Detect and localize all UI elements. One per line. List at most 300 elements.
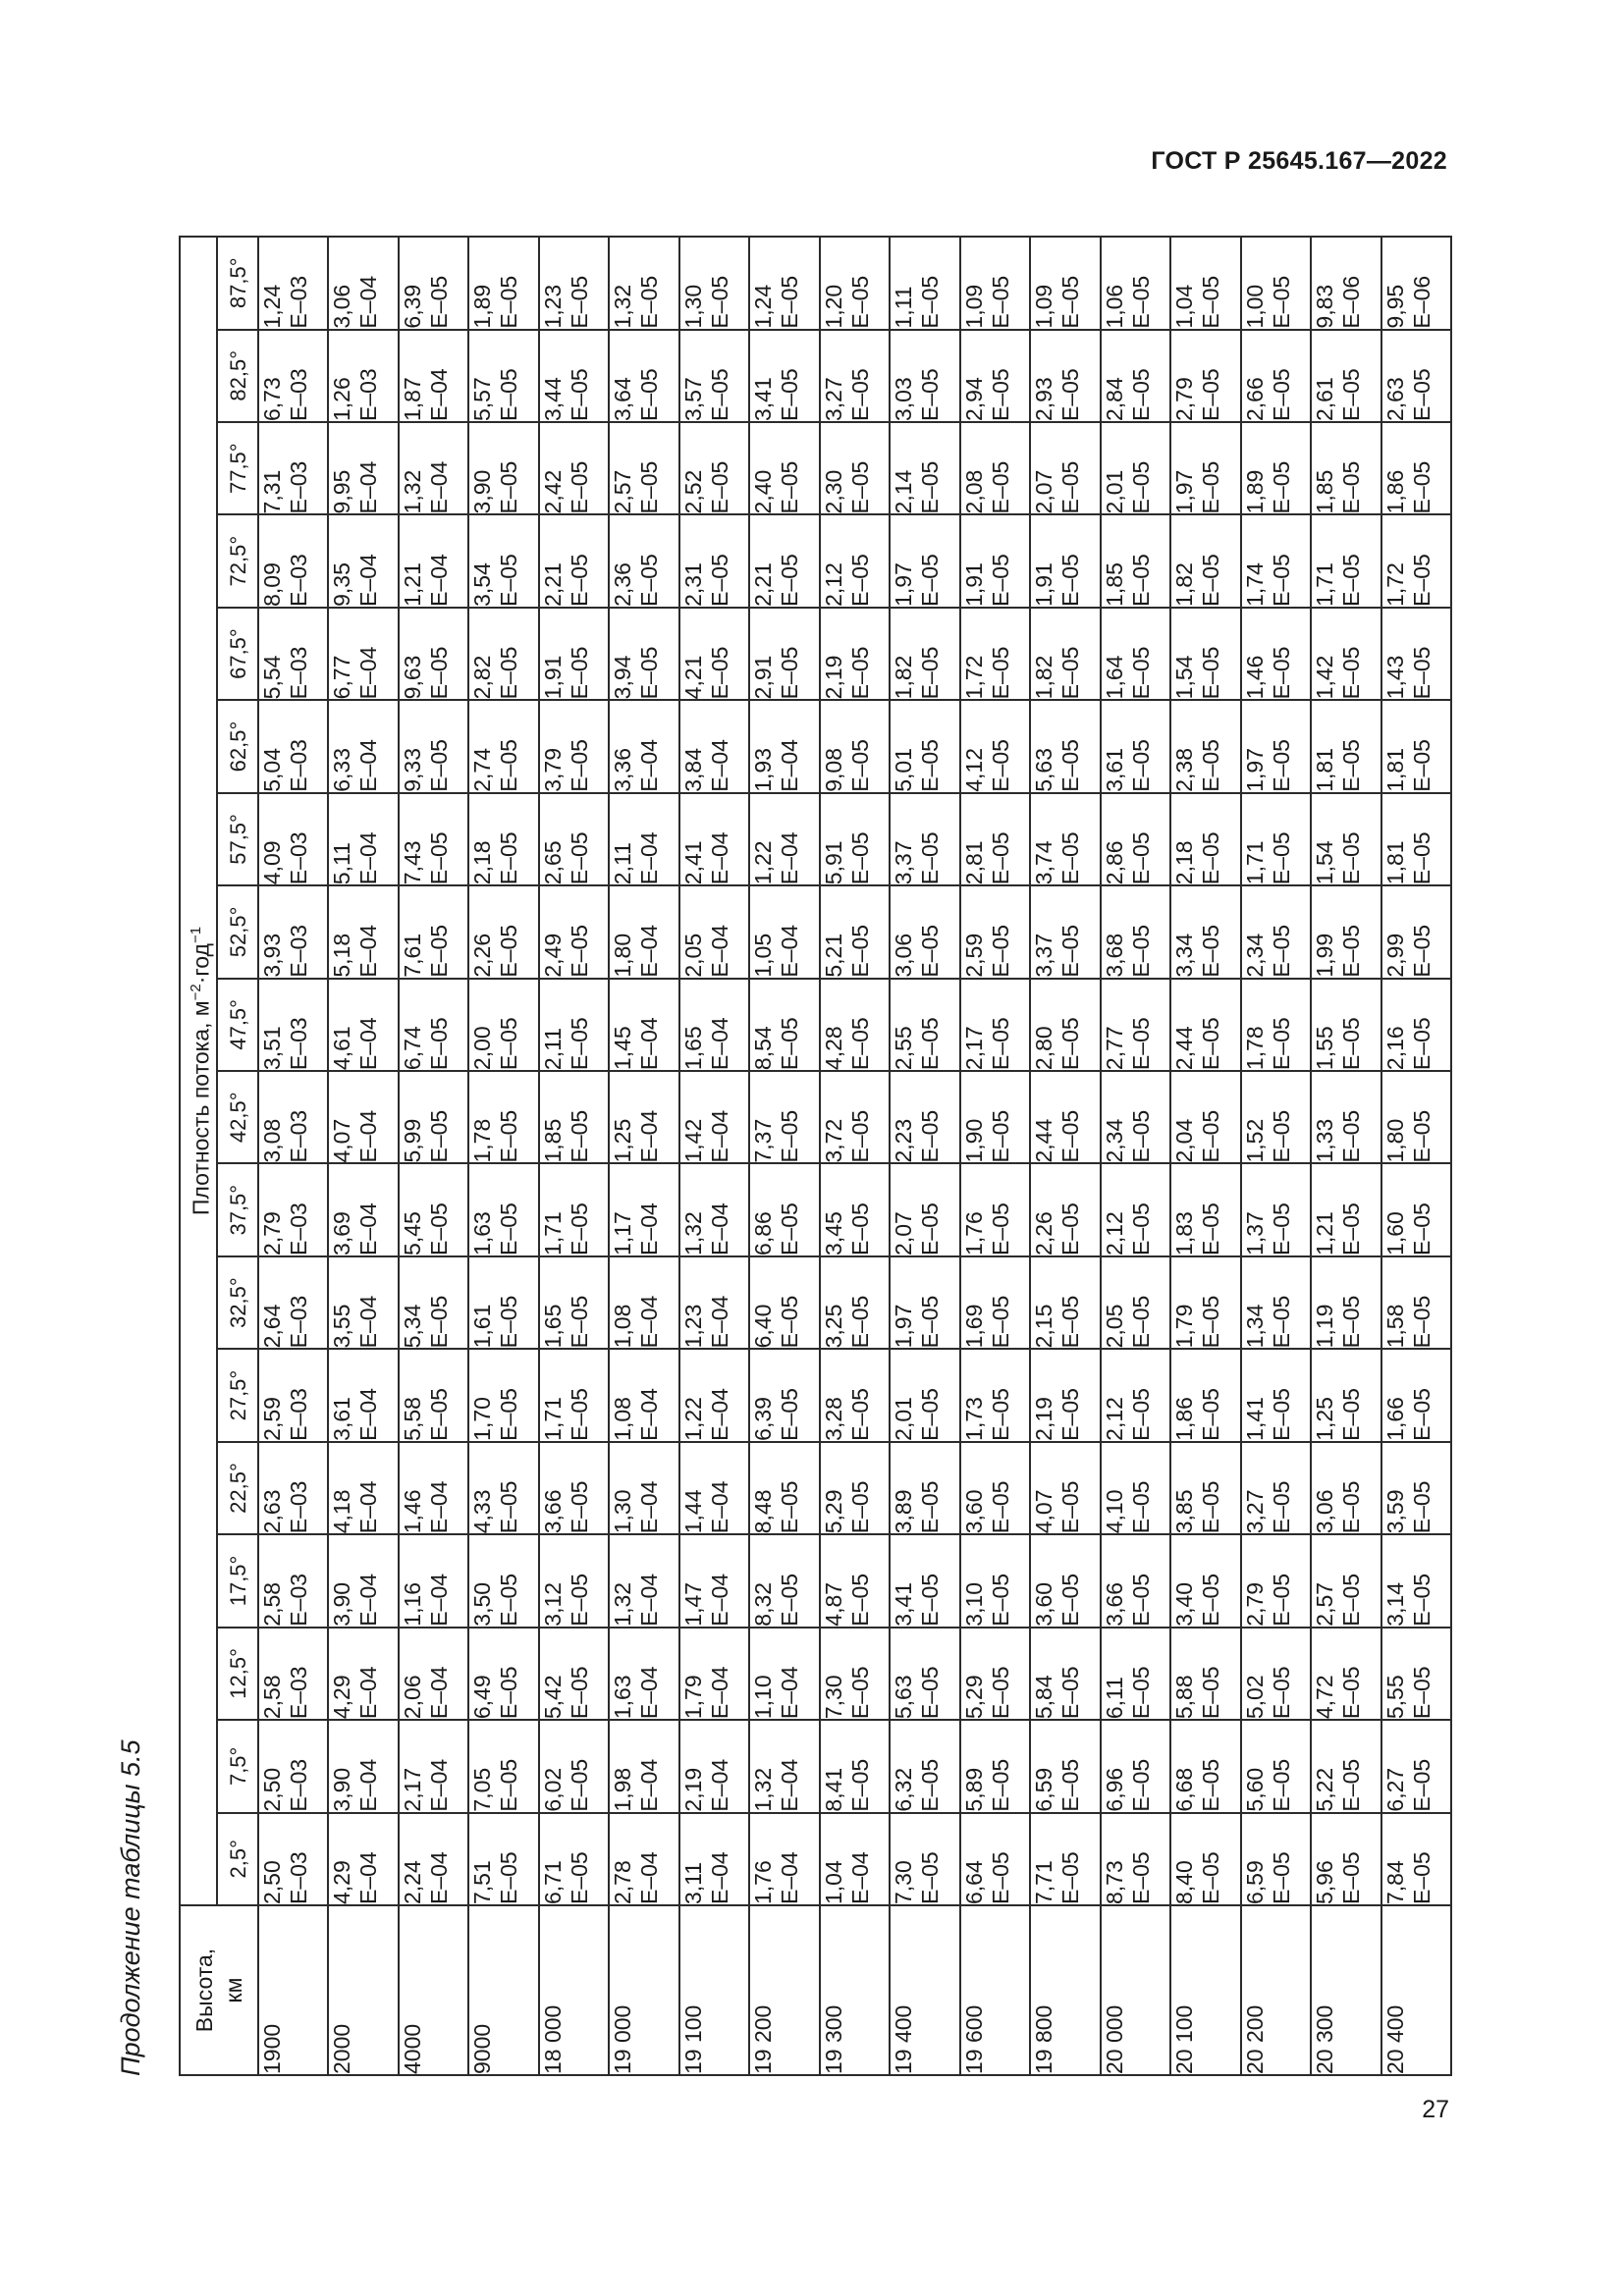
flux-exponent: E–05 [1338,368,1365,421]
altitude-cell: 20 400 [1381,1905,1452,2075]
flux-exponent: E–05 [777,554,803,607]
flux-mantissa: 3,59 [1381,1489,1408,1534]
flux-value-cell [1030,422,1100,514]
flux-value-cell [1101,1256,1170,1349]
flux-value-cell [328,1442,398,1534]
flux-value-cell [539,1442,609,1534]
flux-exponent: E–05 [496,924,522,978]
flux-exponent: E–05 [496,1295,522,1349]
flux-exponent: E–05 [1338,460,1365,514]
table-row [960,237,1030,2075]
flux-mantissa: 5,18 [329,933,355,978]
flux-value-cell [749,700,819,792]
flux-value-cell [1030,885,1100,978]
flux-mantissa: 1,76 [750,1860,777,1904]
flux-mantissa: 1,11 [891,286,917,329]
altitude-header [180,1905,258,2075]
flux-exponent: E–05 [496,1202,522,1255]
flux-mantissa: 2,05 [679,933,706,978]
flux-value-cell [609,1349,678,1441]
flux-value-cell [1381,979,1452,1071]
flux-exponent: E–05 [846,1202,873,1255]
flux-value-cell [539,1164,609,1256]
flux-exponent: E–05 [1268,1666,1294,1720]
flux-value-cell [399,1442,468,1534]
flux-value-cell [960,330,1030,422]
flux-value-cell [609,1813,678,1905]
flux-exponent: E–05 [1127,831,1154,885]
flux-exponent: E–05 [987,1202,1013,1255]
flux-mantissa: 2,17 [960,1026,987,1071]
flux-mantissa: 3,72 [820,1118,846,1163]
flux-mantissa: 1,97 [1171,469,1198,514]
flux-value-cell [1101,330,1170,422]
flux-mantissa: 2,15 [1031,1304,1057,1349]
flux-value-cell [1381,1164,1452,1256]
flux-exponent: E–05 [496,1480,522,1534]
flux-exponent: E–05 [1198,1017,1224,1071]
altitude-cell: 1900 [258,1905,328,2075]
flux-value-cell [1381,330,1452,422]
flux-exponent: E–05 [425,1109,452,1163]
flux-value-cell [609,700,678,792]
table-row [749,237,819,2075]
flux-value-cell [679,608,749,700]
flux-value-cell [609,1164,678,1256]
flux-exponent: E–03 [286,554,311,607]
flux-mantissa: 1,66 [1381,1397,1408,1441]
flux-exponent: E–05 [496,1017,522,1071]
flux-mantissa: 2,74 [469,747,496,792]
flux-mantissa: 5,11 [329,842,355,885]
flux-exponent: E–04 [355,1388,382,1441]
altitude-cell: 20 300 [1311,1905,1380,2075]
flux-mantissa: 7,31 [259,469,285,514]
flux-value-cell [539,422,609,514]
flux-value-cell [1170,1256,1240,1349]
flux-exponent: E–05 [566,368,592,421]
flux-value-cell [1101,1349,1170,1441]
flux-value-cell [960,700,1030,792]
flux-exponent: E–05 [1408,1109,1435,1163]
flux-mantissa: 1,71 [539,1397,566,1441]
flux-value-cell [749,422,819,514]
angle-header-cell: 52,5° [217,885,258,978]
flux-exponent: E–05 [1408,646,1435,700]
flux-mantissa: 3,66 [539,1489,566,1534]
flux-value-cell [1381,608,1452,700]
flux-mantissa: 1,91 [1031,562,1057,607]
flux-mantissa: 4,28 [820,1026,846,1071]
flux-mantissa: 1,34 [1241,1304,1268,1349]
flux-mantissa: 5,63 [891,1675,917,1720]
flux-value-cell [328,1813,398,1905]
flux-mantissa: 1,33 [1312,1118,1338,1163]
flux-exponent: E–05 [1268,739,1294,792]
flux-mantissa: 1,44 [679,1489,706,1534]
flux-value-cell [960,979,1030,1071]
flux-mantissa: 3,90 [469,469,496,514]
table-row [609,237,678,2075]
flux-exponent: E–05 [1198,554,1224,607]
flux-value-cell [890,330,959,422]
flux-exponent: E–05 [496,460,522,514]
flux-value-cell [1101,514,1170,607]
flux-exponent: E–04 [355,1480,382,1534]
flux-mantissa: 7,71 [1031,1860,1057,1904]
flux-exponent: E–03 [286,1480,311,1534]
flux-value-cell [1030,1256,1100,1349]
flux-mantissa: 3,41 [750,377,777,421]
flux-exponent: E–04 [355,924,382,978]
flux-value-cell [960,1164,1030,1256]
flux-value-cell [468,608,538,700]
flux-exponent: E–05 [1268,1109,1294,1163]
flux-exponent: E–05 [1198,924,1224,978]
flux-exponent: E–05 [1198,1480,1224,1534]
flux-exponent: E–05 [987,924,1013,978]
flux-exponent: E–05 [1198,831,1224,885]
flux-mantissa: 1,32 [750,1767,777,1812]
table-row [1101,237,1170,2075]
flux-mantissa: 2,05 [1101,1304,1127,1349]
flux-exponent: E–05 [566,1480,592,1534]
flux-exponent: E–04 [636,739,663,792]
flux-value-cell [1030,1720,1100,1812]
flux-mantissa: 2,57 [1312,1581,1338,1627]
flux-mantissa: 3,89 [891,1489,917,1534]
flux-exponent: E–04 [425,1666,452,1720]
flux-exponent: E–04 [706,1758,732,1812]
flux-mantissa: 1,17 [610,1211,636,1255]
flux-exponent: E–03 [286,1109,311,1163]
flux-exponent: E–05 [1127,1666,1154,1720]
flux-mantissa: 1,46 [1241,655,1268,700]
flux-mantissa: 3,79 [539,747,566,792]
flux-exponent: E–05 [1198,1573,1224,1627]
flux-mantissa: 4,33 [469,1489,496,1534]
flux-exponent: E–05 [496,1758,522,1812]
flux-exponent: E–05 [1338,831,1365,885]
flux-mantissa: 5,60 [1241,1767,1268,1812]
flux-exponent: E–05 [1338,554,1365,607]
flux-value-cell [749,237,819,330]
flux-value-cell [960,1442,1030,1534]
flux-mantissa: 2,36 [610,562,636,607]
flux-mantissa: 1,86 [1171,1397,1198,1441]
flux-exponent: E–04 [777,739,803,792]
flux-value-cell [820,1164,890,1256]
flux-exponent: E–05 [566,1202,592,1255]
flux-value-cell [1170,608,1240,700]
flux-mantissa: 5,01 [891,747,917,792]
flux-exponent: E–05 [1338,1202,1365,1255]
flux-exponent: E–05 [917,924,944,978]
flux-exponent: E–05 [1198,1758,1224,1812]
flux-exponent: E–05 [1408,1666,1435,1720]
flux-mantissa: 6,39 [399,284,425,329]
flux-value-cell [258,422,328,514]
flux-mantissa: 1,58 [1381,1304,1408,1349]
flux-mantissa: 6,68 [1171,1767,1198,1812]
flux-mantissa: 2,63 [1381,377,1408,421]
flux-mantissa: 1,70 [469,1397,496,1441]
flux-mantissa: 9,33 [399,747,425,792]
flux-mantissa: 5,84 [1031,1675,1057,1720]
flux-mantissa: 3,60 [1031,1581,1057,1627]
flux-mantissa: 4,61 [329,1026,355,1071]
flux-exponent: E–05 [777,1109,803,1163]
flux-exponent: E–05 [1127,275,1154,329]
flux-mantissa: 1,65 [539,1304,566,1349]
flux-value-cell [890,979,959,1071]
flux-mantissa: 2,08 [960,469,987,514]
flux-exponent: E–05 [987,1480,1013,1534]
flux-value-cell [258,1164,328,1256]
flux-mantissa: 3,41 [891,1581,917,1627]
flux-mantissa: 3,11 [679,1861,706,1904]
flux-value-cell [468,422,538,514]
flux-exponent: E–03 [286,1202,311,1255]
flux-value-cell [1311,1349,1380,1441]
flux-value-cell [820,793,890,885]
flux-mantissa: 1,81 [1381,747,1408,792]
flux-value-cell [328,1628,398,1720]
flux-exponent: E–05 [1057,1109,1084,1163]
flux-exponent: E–04 [777,1851,803,1904]
flux-exponent: E–05 [1268,554,1294,607]
flux-value-cell [328,1256,398,1349]
flux-value-cell [1241,979,1311,1071]
flux-mantissa: 2,58 [259,1581,285,1627]
flux-exponent: E–05 [1198,1388,1224,1441]
flux-exponent: E–03 [286,1851,311,1904]
flux-mantissa: 1,97 [891,1304,917,1349]
flux-value-cell [1381,1442,1452,1534]
flux-exponent: E–06 [1408,275,1435,329]
flux-exponent: E–05 [1057,1666,1084,1720]
table-row [890,237,959,2075]
flux-mantissa: 3,45 [820,1211,846,1255]
flux-exponent: E–04 [706,1017,732,1071]
flux-value-cell [820,514,890,607]
flux-mantissa: 6,02 [539,1767,566,1812]
flux-mantissa: 2,23 [891,1118,917,1163]
flux-value-cell [399,700,468,792]
table-row [468,237,538,2075]
flux-value-cell [328,1349,398,1441]
flux-value-cell [399,422,468,514]
flux-value-cell [609,1534,678,1627]
flux-value-cell [1030,700,1100,792]
flux-exponent: E–05 [425,831,452,885]
flux-exponent: E–05 [566,831,592,885]
flux-exponent: E–05 [636,646,663,700]
flux-exponent: E–05 [1127,1758,1154,1812]
flux-value-cell [1101,1720,1170,1812]
flux-exponent: E–04 [355,831,382,885]
flux-mantissa: 2,65 [539,840,566,885]
flux-exponent: E–04 [636,1202,663,1255]
flux-value-cell [1170,1164,1240,1256]
flux-mantissa: 2,17 [399,1767,425,1812]
flux-mantissa: 6,33 [329,747,355,792]
flux-mantissa: 1,26 [329,377,355,421]
flux-value-cell [1311,1164,1380,1256]
flux-value-cell [1241,514,1311,607]
angle-header-row [217,237,258,2075]
flux-mantissa: 2,79 [1241,1581,1268,1627]
flux-exponent: E–05 [987,646,1013,700]
flux-exponent: E–05 [566,1388,592,1441]
flux-exponent: E–05 [1057,1388,1084,1441]
flux-mantissa: 2,57 [610,469,636,514]
table-head [180,237,258,2075]
flux-mantissa: 6,59 [1031,1767,1057,1812]
flux-mantissa: 5,57 [469,377,496,421]
flux-exponent: E–05 [1268,275,1294,329]
flux-exponent: E–03 [286,646,311,700]
flux-mantissa: 1,72 [960,655,987,700]
flux-value-cell [1170,1720,1240,1812]
flux-mantissa: 2,63 [259,1489,285,1534]
flux-mantissa: 1,80 [610,933,636,978]
flux-value-cell [1241,1813,1311,1905]
flux-value-cell [1030,1628,1100,1720]
flux-value-cell [960,1628,1030,1720]
flux-exponent: E–05 [1338,924,1365,978]
flux-value-cell [1311,514,1380,607]
flux-value-cell [609,885,678,978]
angle-header-cell: 27,5° [217,1349,258,1441]
flux-value-cell [749,514,819,607]
flux-value-cell [399,1164,468,1256]
flux-mantissa: 2,64 [259,1304,285,1349]
flux-exponent: E–05 [846,1480,873,1534]
flux-mantissa: 1,80 [1381,1118,1408,1163]
flux-exponent: E–05 [1338,1017,1365,1071]
flux-exponent: E–05 [706,460,732,514]
flux-mantissa: 9,83 [1312,284,1338,329]
flux-value-cell [258,1442,328,1534]
flux-mantissa: 2,93 [1031,377,1057,421]
flux-exponent: E–05 [1127,1017,1154,1071]
altitude-cell: 19 200 [749,1905,819,2075]
flux-value-cell [679,1720,749,1812]
flux-value-cell [468,1813,538,1905]
flux-mantissa: 8,09 [259,562,285,607]
flux-mantissa: 2,06 [399,1675,425,1720]
flux-header-exp2: −1 [187,926,204,944]
flux-value-cell [328,793,398,885]
flux-exponent: E–04 [355,554,382,607]
flux-exponent: E–05 [1057,1017,1084,1071]
flux-mantissa: 3,12 [539,1581,566,1627]
table-row [820,237,890,2075]
altitude-cell: 19 300 [820,1905,890,2075]
flux-mantissa: 2,41 [679,840,706,885]
flux-mantissa: 5,29 [820,1489,846,1534]
flux-exponent: E–05 [636,460,663,514]
flux-exponent: E–05 [1057,1851,1084,1904]
flux-mantissa: 3,64 [610,377,636,421]
flux-mantissa: 6,59 [1241,1860,1268,1904]
flux-exponent: E–05 [987,1017,1013,1071]
flux-exponent: E–05 [917,1202,944,1255]
flux-exponent: E–05 [1057,460,1084,514]
flux-value-cell [960,514,1030,607]
flux-value-cell [820,330,890,422]
flux-value-cell [328,1720,398,1812]
flux-exponent: E–05 [917,1666,944,1720]
flux-exponent: E–05 [706,275,732,329]
flux-value-cell [749,1349,819,1441]
flux-value-cell [679,1164,749,1256]
flux-mantissa: 1,52 [1241,1118,1268,1163]
flux-exponent: E–05 [636,368,663,421]
flux-value-cell [1030,1534,1100,1627]
flux-mantissa: 1,45 [610,1026,636,1071]
flux-mantissa: 4,72 [1312,1675,1338,1720]
angle-header-cell: 22,5° [217,1442,258,1534]
flux-mantissa: 1,22 [750,840,777,885]
flux-exponent: E–04 [355,1295,382,1349]
flux-mantissa: 1,23 [539,284,566,329]
flux-mantissa: 5,88 [1171,1675,1198,1720]
flux-mantissa: 3,06 [891,933,917,978]
flux-value-cell [1311,700,1380,792]
flux-value-cell [328,608,398,700]
flux-exponent: E–04 [355,1017,382,1071]
flux-exponent: E–05 [777,460,803,514]
flux-exponent: E–05 [917,275,944,329]
flux-value-cell [679,330,749,422]
table-row [399,237,468,2075]
flux-mantissa: 4,87 [820,1581,846,1627]
flux-mantissa: 3,74 [1031,840,1057,885]
flux-value-cell [1381,1071,1452,1163]
flux-value-cell [890,237,959,330]
angle-header-cell: 42,5° [217,1071,258,1163]
flux-mantissa: 3,94 [610,655,636,700]
flux-value-cell [749,885,819,978]
flux-mantissa: 6,74 [399,1026,425,1071]
flux-exponent: E–05 [777,1017,803,1071]
flux-exponent: E–05 [917,1758,944,1812]
flux-value-cell [1241,885,1311,978]
flux-mantissa: 2,94 [960,377,987,421]
flux-mantissa: 5,02 [1241,1675,1268,1720]
flux-value-cell [1381,793,1452,885]
flux-exponent: E–05 [846,646,873,700]
flux-value-cell [1241,700,1311,792]
flux-value-cell [890,1720,959,1812]
flux-mantissa: 2,59 [259,1397,285,1441]
flux-exponent: E–05 [496,1851,522,1904]
flux-value-cell [1030,793,1100,885]
flux-exponent: E–05 [917,368,944,421]
flux-mantissa: 1,24 [750,284,777,329]
flux-mantissa: 5,91 [820,840,846,885]
flux-mantissa: 1,65 [679,1026,706,1071]
flux-exponent: E–03 [286,1573,311,1627]
flux-mantissa: 1,81 [1312,747,1338,792]
flux-mantissa: 1,21 [399,562,425,607]
flux-mantissa: 3,14 [1381,1581,1408,1627]
flux-exponent: E–05 [1338,646,1365,700]
flux-mantissa: 8,40 [1171,1860,1198,1904]
table-row [328,237,398,2075]
